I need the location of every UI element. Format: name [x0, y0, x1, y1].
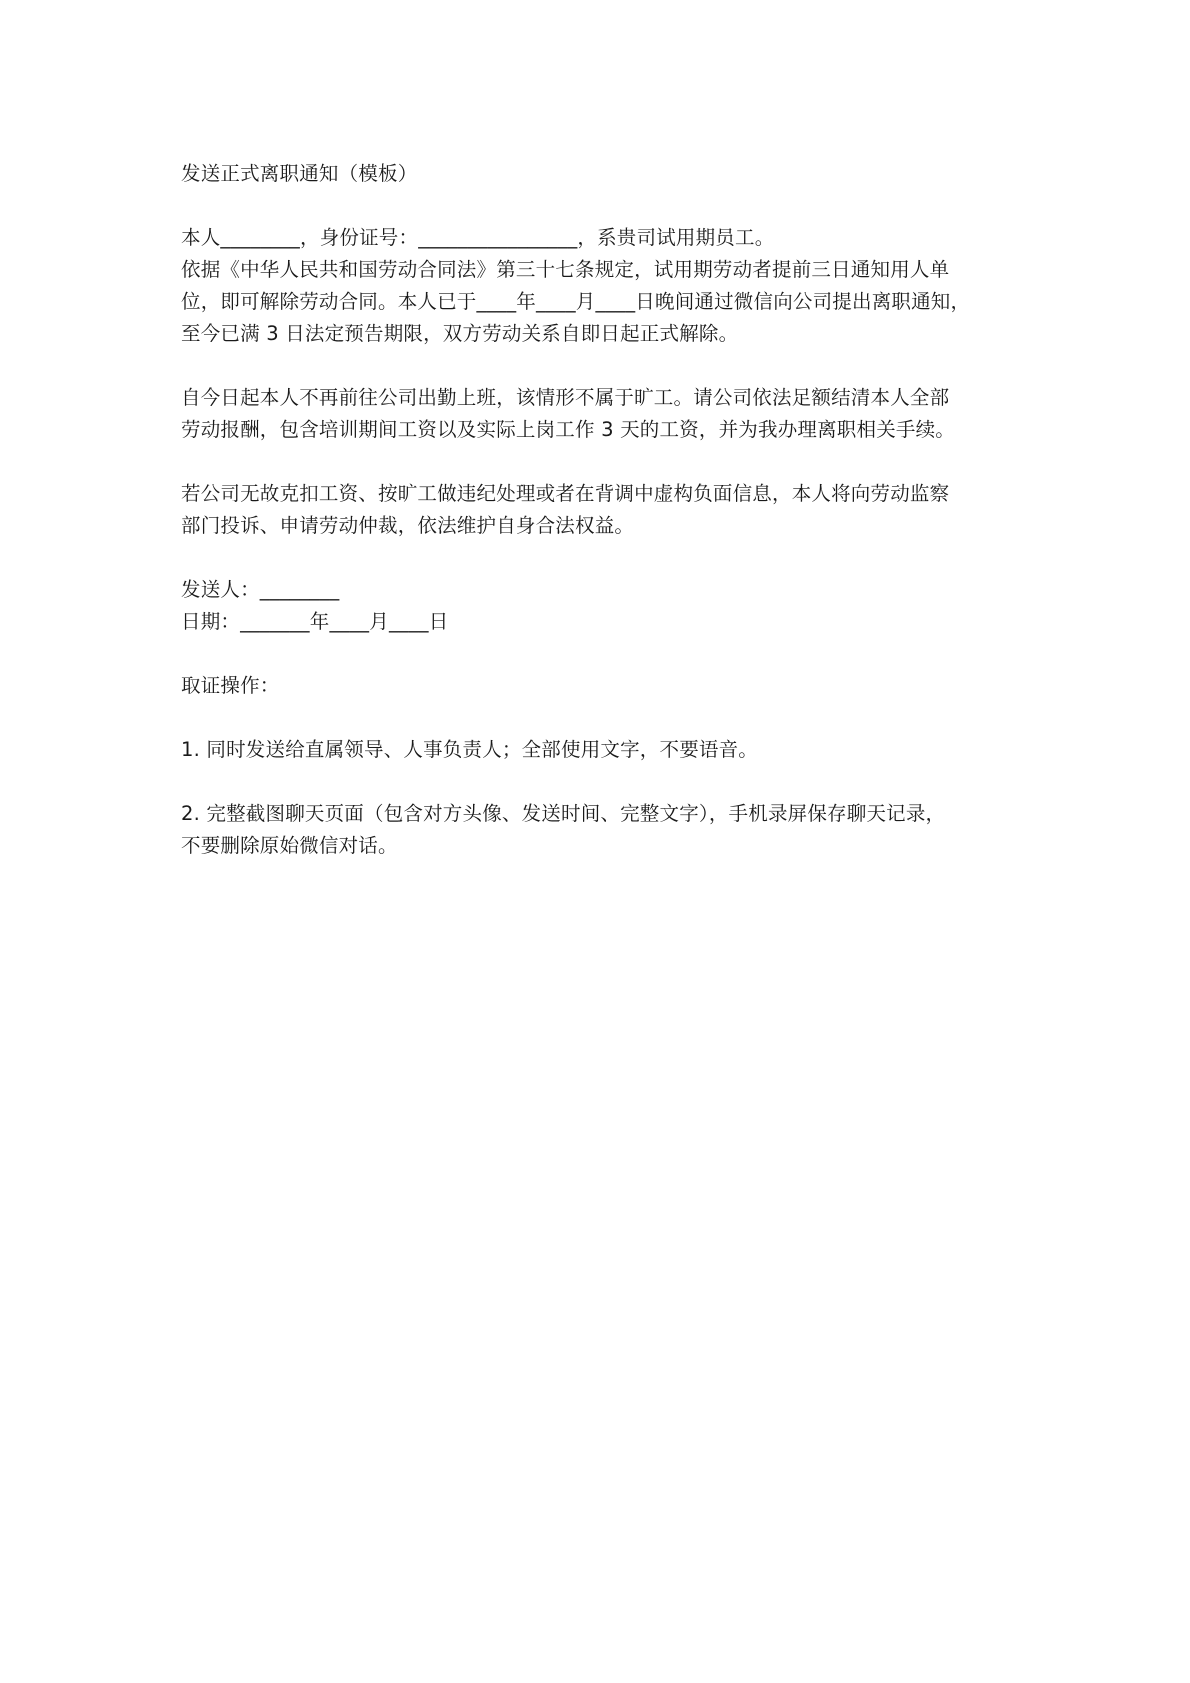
spacer — [181, 702, 1011, 734]
spacer — [181, 766, 1011, 798]
document-title: 发送正式离职通知（模板） — [181, 162, 418, 185]
paragraph-1-line-3: 位，即可解除劳动合同。本人已于____年____月____日晚间通过微信向公司提出离职通知， — [181, 290, 971, 313]
spacer — [181, 542, 1011, 574]
date-line: 日期：_______年____月____日 — [181, 610, 449, 633]
evidence-step-2-line-2: 不要删除原始微信对话。 — [181, 834, 398, 857]
spacer — [181, 190, 1011, 222]
paragraph-2-line-2: 劳动报酬，包含培训期间工资以及实际上岗工作 3 天的工资，并为我办理离职相关手续。 — [181, 418, 956, 441]
document-body — [181, 158, 1011, 862]
evidence-step-1: 1. 同时发送给直属领导、人事负责人；全部使用文字，不要语音。 — [181, 738, 759, 761]
paragraph-1-line-2: 依据《中华人民共和国劳动合同法》第三十七条规定，试用期劳动者提前三日通知用人单 — [181, 258, 950, 281]
paragraph-3-line-2: 部门投诉、申请劳动仲裁，依法维护自身合法权益。 — [181, 514, 635, 537]
paragraph-2-line-1: 自今日起本人不再前往公司出勤上班，该情形不属于旷工。请公司依法足额结清本人全部 — [181, 386, 950, 409]
spacer — [181, 350, 1011, 382]
spacer — [181, 638, 1011, 670]
paragraph-3-line-1: 若公司无故克扣工资、按旷工做违纪处理或者在背调中虚构负面信息，本人将向劳动监察 — [181, 482, 950, 505]
paragraph-1-line-1: 本人________，身份证号：________________，系贵司试用期员工。 — [181, 226, 775, 249]
evidence-heading: 取证操作： — [181, 674, 280, 697]
evidence-step-2-line-1: 2. 完整截图聊天页面（包含对方头像、发送时间、完整文字），手机录屏保存聊天记录， — [181, 802, 946, 825]
sender-line: 发送人：________ — [181, 578, 340, 601]
paragraph-1-line-4: 至今已满 3 日法定预告期限，双方劳动关系自即日起正式解除。 — [181, 322, 739, 345]
spacer — [181, 446, 1011, 478]
